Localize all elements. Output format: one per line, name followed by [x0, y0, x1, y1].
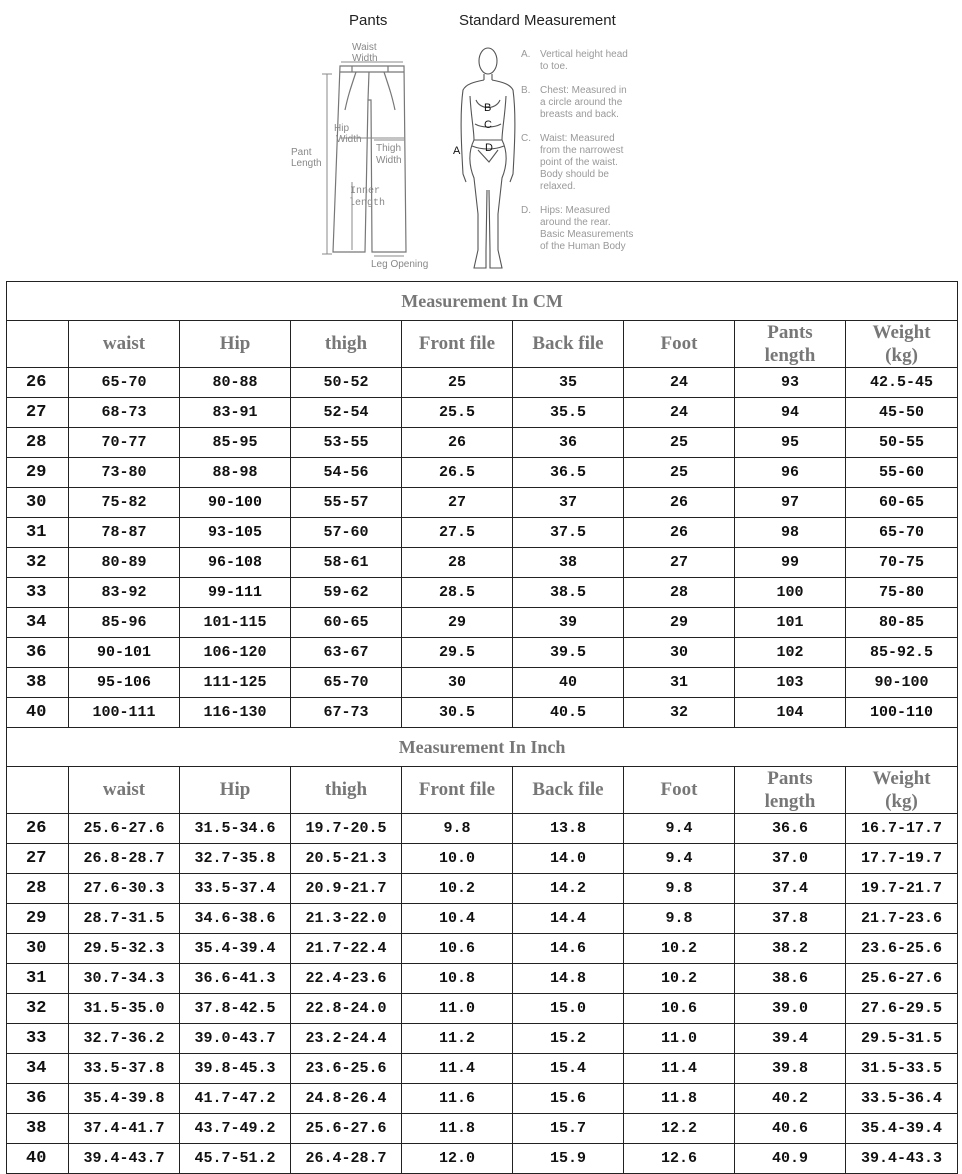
value-cell: 93: [735, 368, 846, 398]
value-cell: 65-70: [69, 368, 180, 398]
value-cell: 59-62: [291, 578, 402, 608]
value-cell: 14.6: [513, 934, 624, 964]
body-marker-a: A: [453, 145, 461, 157]
column-header: Back file: [513, 321, 624, 368]
value-cell: 12.2: [624, 1114, 735, 1144]
value-cell: 31: [624, 668, 735, 698]
value-cell: 30.7-34.3: [69, 964, 180, 994]
column-header: waist: [69, 767, 180, 814]
value-cell: 45.7-51.2: [180, 1144, 291, 1174]
value-cell: 20.5-21.3: [291, 844, 402, 874]
table-row: [7, 1144, 958, 1174]
value-cell: 29.5: [402, 638, 513, 668]
value-cell: 11.8: [402, 1114, 513, 1144]
value-cell: 22.8-24.0: [291, 994, 402, 1024]
value-cell: 63-67: [291, 638, 402, 668]
size-cell: 32: [7, 548, 69, 578]
size-cell: 40: [7, 1144, 69, 1174]
thigh-width-label: Thigh Width: [376, 143, 402, 166]
column-header: Weight (kg): [846, 321, 958, 368]
column-header: waist: [69, 321, 180, 368]
inch-size-table: [6, 727, 958, 1174]
value-cell: 25: [402, 368, 513, 398]
value-cell: 103: [735, 668, 846, 698]
body-marker-b: B: [484, 102, 492, 114]
value-cell: 25.6-27.6: [846, 964, 958, 994]
value-cell: 36: [513, 428, 624, 458]
value-cell: 83-91: [180, 398, 291, 428]
waist-width-label: Waist Width: [352, 42, 378, 64]
column-header: Front file: [402, 321, 513, 368]
value-cell: 23.6-25.6: [846, 934, 958, 964]
value-cell: 23.6-25.6: [291, 1054, 402, 1084]
size-cell: 32: [7, 994, 69, 1024]
value-cell: 11.0: [402, 994, 513, 1024]
value-cell: 67-73: [291, 698, 402, 728]
note-b-text: Chest: Measured in a circle around the breasts and back.: [540, 85, 627, 120]
value-cell: 21.3-22.0: [291, 904, 402, 934]
table-row: [7, 638, 958, 668]
table-row: [7, 1054, 958, 1084]
value-cell: 10.2: [402, 874, 513, 904]
table-row: [7, 578, 958, 608]
column-header: [7, 767, 69, 814]
column-header: [7, 321, 69, 368]
value-cell: 33.5-37.8: [69, 1054, 180, 1084]
value-cell: 42.5-45: [846, 368, 958, 398]
value-cell: 32.7-35.8: [180, 844, 291, 874]
value-cell: 96-108: [180, 548, 291, 578]
table-row: [7, 934, 958, 964]
value-cell: 14.8: [513, 964, 624, 994]
value-cell: 29.5-32.3: [69, 934, 180, 964]
note-a-text: Vertical height head to toe.: [540, 49, 628, 72]
table-row: [7, 368, 958, 398]
measurement-notes: [521, 49, 636, 252]
value-cell: 101: [735, 608, 846, 638]
column-header: thigh: [291, 321, 402, 368]
value-cell: 73-80: [69, 458, 180, 488]
value-cell: 60-65: [846, 488, 958, 518]
size-cell: 26: [7, 368, 69, 398]
value-cell: 41.7-47.2: [180, 1084, 291, 1114]
value-cell: 68-73: [69, 398, 180, 428]
value-cell: 21.7-22.4: [291, 934, 402, 964]
table-title: Measurement In CM: [7, 282, 958, 321]
value-cell: 38.5: [513, 578, 624, 608]
value-cell: 35.4-39.4: [846, 1114, 958, 1144]
value-cell: 85-92.5: [846, 638, 958, 668]
pants-title: Pants: [349, 12, 388, 29]
value-cell: 31.5-34.6: [180, 814, 291, 844]
value-cell: 37.8-42.5: [180, 994, 291, 1024]
value-cell: 83-92: [69, 578, 180, 608]
table-row: [7, 1024, 958, 1054]
table-row: [7, 1114, 958, 1144]
value-cell: 90-101: [69, 638, 180, 668]
table-row: [7, 608, 958, 638]
value-cell: 33.5-36.4: [846, 1084, 958, 1114]
table-title: Measurement In Inch: [7, 728, 958, 767]
value-cell: 37.4-41.7: [69, 1114, 180, 1144]
value-cell: 39.4-43.3: [846, 1144, 958, 1174]
size-cell: 29: [7, 904, 69, 934]
value-cell: 28: [402, 548, 513, 578]
value-cell: 45-50: [846, 398, 958, 428]
table-row: [7, 814, 958, 844]
size-cell: 26: [7, 814, 69, 844]
value-cell: 50-52: [291, 368, 402, 398]
table-row: [7, 398, 958, 428]
value-cell: 88-98: [180, 458, 291, 488]
value-cell: 43.7-49.2: [180, 1114, 291, 1144]
value-cell: 54-56: [291, 458, 402, 488]
value-cell: 34.6-38.6: [180, 904, 291, 934]
value-cell: 9.8: [402, 814, 513, 844]
value-cell: 29: [624, 608, 735, 638]
value-cell: 24: [624, 368, 735, 398]
table-row: [7, 874, 958, 904]
value-cell: 36.5: [513, 458, 624, 488]
pant-length-label: Pant Length: [291, 147, 322, 169]
value-cell: 11.8: [624, 1084, 735, 1114]
value-cell: 14.2: [513, 874, 624, 904]
note-b-letter: B.: [521, 85, 531, 96]
value-cell: 31.5-33.5: [846, 1054, 958, 1084]
value-cell: 12.0: [402, 1144, 513, 1174]
value-cell: 100: [735, 578, 846, 608]
value-cell: 55-57: [291, 488, 402, 518]
value-cell: 37.8: [735, 904, 846, 934]
value-cell: 111-125: [180, 668, 291, 698]
value-cell: 15.9: [513, 1144, 624, 1174]
value-cell: 30.5: [402, 698, 513, 728]
value-cell: 55-60: [846, 458, 958, 488]
value-cell: 12.6: [624, 1144, 735, 1174]
column-header: Weight (kg): [846, 767, 958, 814]
column-header: Front file: [402, 767, 513, 814]
table-header-row: [7, 321, 958, 368]
table-row: [7, 518, 958, 548]
value-cell: 27.5: [402, 518, 513, 548]
value-cell: 33.5-37.4: [180, 874, 291, 904]
value-cell: 38: [513, 548, 624, 578]
value-cell: 28: [624, 578, 735, 608]
value-cell: 40: [513, 668, 624, 698]
note-c-text: Waist: Measured from the narrowest point of the waist. Body should be relaxed.: [540, 133, 624, 192]
value-cell: 85-95: [180, 428, 291, 458]
table-row: [7, 428, 958, 458]
value-cell: 39.0: [735, 994, 846, 1024]
value-cell: 80-89: [69, 548, 180, 578]
value-cell: 24: [624, 398, 735, 428]
value-cell: 11.6: [402, 1084, 513, 1114]
value-cell: 11.4: [402, 1054, 513, 1084]
value-cell: 40.9: [735, 1144, 846, 1174]
value-cell: 50-55: [846, 428, 958, 458]
value-cell: 26: [624, 518, 735, 548]
value-cell: 11.0: [624, 1024, 735, 1054]
value-cell: 90-100: [180, 488, 291, 518]
value-cell: 102: [735, 638, 846, 668]
value-cell: 9.4: [624, 844, 735, 874]
value-cell: 35.4-39.8: [69, 1084, 180, 1114]
note-a-letter: A.: [521, 49, 531, 60]
table-row: [7, 1084, 958, 1114]
cm-size-table: [6, 281, 958, 728]
value-cell: 32.7-36.2: [69, 1024, 180, 1054]
value-cell: 26.5: [402, 458, 513, 488]
value-cell: 35.5: [513, 398, 624, 428]
value-cell: 27: [402, 488, 513, 518]
size-cell: 34: [7, 608, 69, 638]
value-cell: 16.7-17.7: [846, 814, 958, 844]
value-cell: 13.8: [513, 814, 624, 844]
value-cell: 85-96: [69, 608, 180, 638]
value-cell: 57-60: [291, 518, 402, 548]
size-cell: 28: [7, 874, 69, 904]
value-cell: 26: [624, 488, 735, 518]
table-header-row: [7, 767, 958, 814]
note-d-text: Hips: Measured around the rear. Basic Measurements of the Human Body: [540, 205, 634, 252]
table-row: [7, 844, 958, 874]
value-cell: 39.4: [735, 1024, 846, 1054]
value-cell: 38.2: [735, 934, 846, 964]
value-cell: 27.6-29.5: [846, 994, 958, 1024]
value-cell: 37.0: [735, 844, 846, 874]
value-cell: 15.2: [513, 1024, 624, 1054]
value-cell: 97: [735, 488, 846, 518]
value-cell: 40.6: [735, 1114, 846, 1144]
column-header: Pants length: [735, 321, 846, 368]
value-cell: 10.0: [402, 844, 513, 874]
value-cell: 37: [513, 488, 624, 518]
value-cell: 36.6-41.3: [180, 964, 291, 994]
value-cell: 10.2: [624, 964, 735, 994]
value-cell: 99: [735, 548, 846, 578]
inner-length-label: Inner length: [349, 186, 386, 209]
table-row: [7, 458, 958, 488]
value-cell: 98: [735, 518, 846, 548]
value-cell: 27.6-30.3: [69, 874, 180, 904]
value-cell: 65-70: [846, 518, 958, 548]
size-cell: 28: [7, 428, 69, 458]
value-cell: 26.4-28.7: [291, 1144, 402, 1174]
column-header: Foot: [624, 767, 735, 814]
column-header: Hip: [180, 767, 291, 814]
value-cell: 80-85: [846, 608, 958, 638]
value-cell: 95-106: [69, 668, 180, 698]
value-cell: 70-77: [69, 428, 180, 458]
note-d-letter: D.: [521, 205, 531, 216]
value-cell: 65-70: [291, 668, 402, 698]
size-cell: 38: [7, 1114, 69, 1144]
value-cell: 32: [624, 698, 735, 728]
value-cell: 15.4: [513, 1054, 624, 1084]
value-cell: 100-111: [69, 698, 180, 728]
column-header: Pants length: [735, 767, 846, 814]
value-cell: 78-87: [69, 518, 180, 548]
value-cell: 9.4: [624, 814, 735, 844]
value-cell: 29.5-31.5: [846, 1024, 958, 1054]
value-cell: 15.6: [513, 1084, 624, 1114]
value-cell: 17.7-19.7: [846, 844, 958, 874]
value-cell: 25.6-27.6: [69, 814, 180, 844]
table-row: [7, 994, 958, 1024]
value-cell: 28.7-31.5: [69, 904, 180, 934]
value-cell: 9.8: [624, 904, 735, 934]
value-cell: 95: [735, 428, 846, 458]
column-header: Back file: [513, 767, 624, 814]
value-cell: 11.2: [402, 1024, 513, 1054]
standard-measurement-title: Standard Measurement: [459, 12, 616, 29]
body-marker-c: C: [484, 119, 492, 131]
value-cell: 37.5: [513, 518, 624, 548]
value-cell: 53-55: [291, 428, 402, 458]
size-cell: 31: [7, 518, 69, 548]
column-header: Hip: [180, 321, 291, 368]
size-cell: 27: [7, 844, 69, 874]
value-cell: 39.0-43.7: [180, 1024, 291, 1054]
value-cell: 39.8-45.3: [180, 1054, 291, 1084]
value-cell: 23.2-24.4: [291, 1024, 402, 1054]
value-cell: 31.5-35.0: [69, 994, 180, 1024]
value-cell: 106-120: [180, 638, 291, 668]
size-cell: 33: [7, 578, 69, 608]
table-row: [7, 904, 958, 934]
value-cell: 10.6: [624, 994, 735, 1024]
note-c-letter: C.: [521, 133, 531, 144]
value-cell: 94: [735, 398, 846, 428]
value-cell: 35.4-39.4: [180, 934, 291, 964]
value-cell: 38.6: [735, 964, 846, 994]
value-cell: 40.5: [513, 698, 624, 728]
value-cell: 25: [624, 458, 735, 488]
value-cell: 116-130: [180, 698, 291, 728]
value-cell: 39: [513, 608, 624, 638]
size-cell: 30: [7, 488, 69, 518]
value-cell: 30: [624, 638, 735, 668]
value-cell: 90-100: [846, 668, 958, 698]
value-cell: 25.5: [402, 398, 513, 428]
value-cell: 19.7-21.7: [846, 874, 958, 904]
table-row: [7, 488, 958, 518]
size-cell: 30: [7, 934, 69, 964]
table-row: [7, 548, 958, 578]
value-cell: 28.5: [402, 578, 513, 608]
column-header: Foot: [624, 321, 735, 368]
value-cell: 52-54: [291, 398, 402, 428]
value-cell: 21.7-23.6: [846, 904, 958, 934]
value-cell: 10.4: [402, 904, 513, 934]
value-cell: 58-61: [291, 548, 402, 578]
size-cell: 36: [7, 638, 69, 668]
value-cell: 9.8: [624, 874, 735, 904]
value-cell: 96: [735, 458, 846, 488]
leg-opening-label: Leg Opening: [371, 259, 429, 270]
value-cell: 39.8: [735, 1054, 846, 1084]
value-cell: 25: [624, 428, 735, 458]
value-cell: 25.6-27.6: [291, 1114, 402, 1144]
size-cell: 40: [7, 698, 69, 728]
value-cell: 60-65: [291, 608, 402, 638]
value-cell: 39.5: [513, 638, 624, 668]
column-header: thigh: [291, 767, 402, 814]
value-cell: 19.7-20.5: [291, 814, 402, 844]
value-cell: 11.4: [624, 1054, 735, 1084]
table-row: [7, 668, 958, 698]
body-marker-d: D: [485, 142, 493, 154]
size-cell: 38: [7, 668, 69, 698]
value-cell: 26.8-28.7: [69, 844, 180, 874]
table-row: [7, 964, 958, 994]
value-cell: 99-111: [180, 578, 291, 608]
value-cell: 29: [402, 608, 513, 638]
value-cell: 39.4-43.7: [69, 1144, 180, 1174]
value-cell: 40.2: [735, 1084, 846, 1114]
value-cell: 104: [735, 698, 846, 728]
value-cell: 14.0: [513, 844, 624, 874]
body-illustration: [461, 48, 515, 268]
value-cell: 30: [402, 668, 513, 698]
value-cell: 27: [624, 548, 735, 578]
size-cell: 36: [7, 1084, 69, 1114]
size-cell: 31: [7, 964, 69, 994]
table-row: [7, 698, 958, 728]
size-cell: 29: [7, 458, 69, 488]
size-cell: 34: [7, 1054, 69, 1084]
hip-width-label: Hip Width: [334, 123, 362, 145]
value-cell: 100-110: [846, 698, 958, 728]
value-cell: 37.4: [735, 874, 846, 904]
value-cell: 10.2: [624, 934, 735, 964]
value-cell: 14.4: [513, 904, 624, 934]
value-cell: 93-105: [180, 518, 291, 548]
value-cell: 35: [513, 368, 624, 398]
value-cell: 15.7: [513, 1114, 624, 1144]
value-cell: 70-75: [846, 548, 958, 578]
value-cell: 26: [402, 428, 513, 458]
value-cell: 15.0: [513, 994, 624, 1024]
value-cell: 10.6: [402, 934, 513, 964]
value-cell: 101-115: [180, 608, 291, 638]
value-cell: 80-88: [180, 368, 291, 398]
size-cell: 27: [7, 398, 69, 428]
value-cell: 24.8-26.4: [291, 1084, 402, 1114]
value-cell: 10.8: [402, 964, 513, 994]
value-cell: 75-82: [69, 488, 180, 518]
measurement-diagram: [0, 0, 962, 278]
value-cell: 20.9-21.7: [291, 874, 402, 904]
value-cell: 36.6: [735, 814, 846, 844]
size-cell: 33: [7, 1024, 69, 1054]
value-cell: 75-80: [846, 578, 958, 608]
value-cell: 22.4-23.6: [291, 964, 402, 994]
